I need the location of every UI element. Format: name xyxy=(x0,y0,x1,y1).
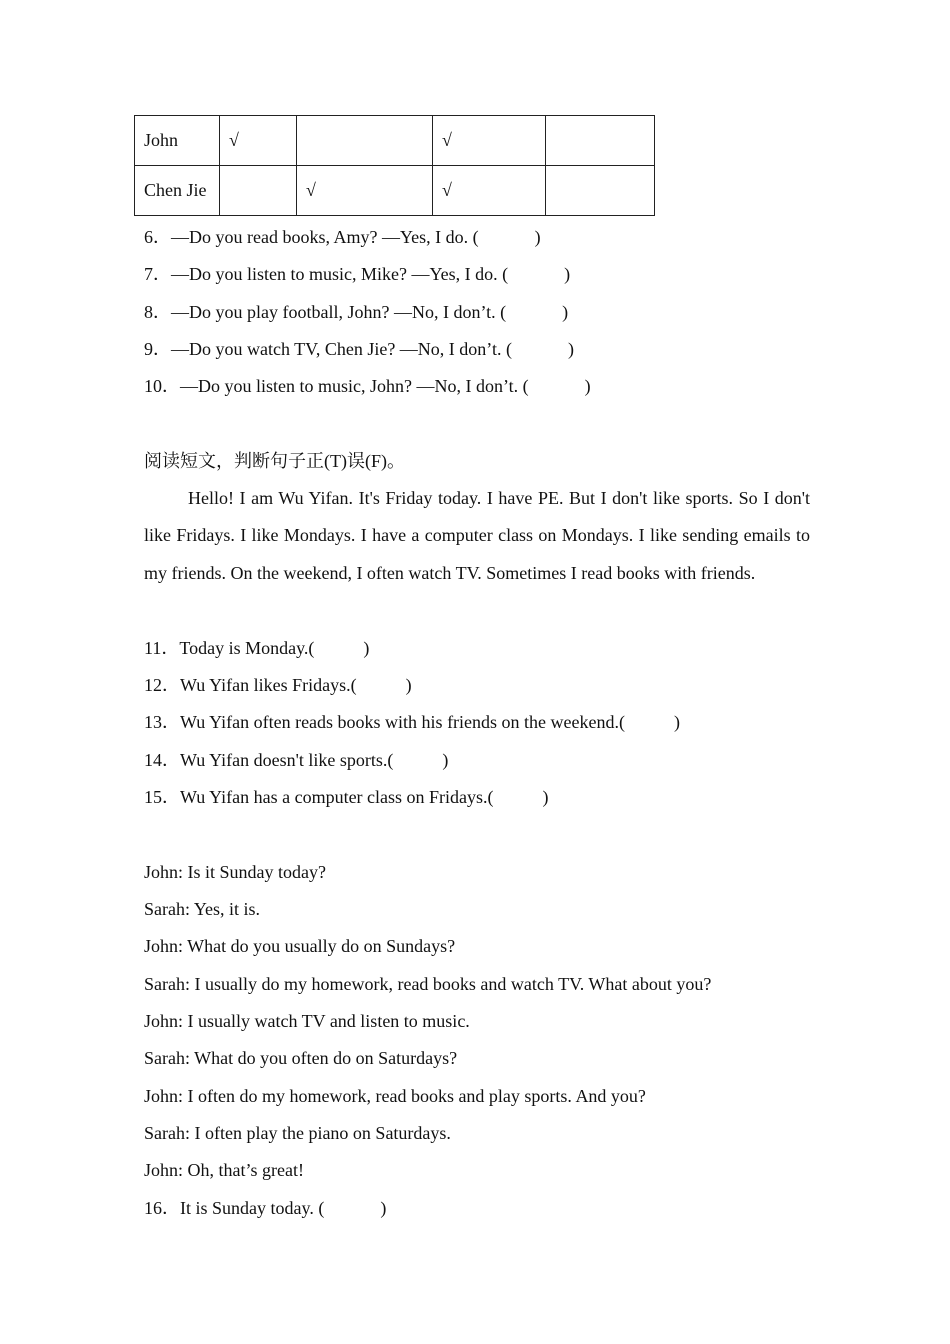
question-number: 15． xyxy=(144,787,180,807)
question-8 xyxy=(144,300,568,324)
table-cell: Chen Jie xyxy=(135,166,220,216)
reading-passage: Hello! I am Wu Yifan. It's Friday today. I have PE. But I don't like sports. So I don't like Fridays. I like Mondays. I have a computer class on Mondays. I like sending emails to my friends. On the weekend, I often watch TV. Sometimes I read books with friends. xyxy=(144,488,810,583)
dialogue-line: Sarah: I often play the piano on Saturdays. xyxy=(144,1123,451,1143)
question-text: —Do you listen to music, John? —No, I don’t. ( xyxy=(180,376,529,396)
table-cell xyxy=(546,116,655,166)
question-text: Wu Yifan has a computer class on Fridays.( xyxy=(180,787,494,807)
question-6 xyxy=(144,225,541,249)
table-cell xyxy=(220,166,297,216)
question-number: 8． xyxy=(144,302,171,322)
answer-close: ) xyxy=(584,376,591,396)
question-number: 13． xyxy=(144,712,180,732)
answer-close: ) xyxy=(567,339,574,359)
question-number: 11． xyxy=(144,638,180,658)
question-12 xyxy=(144,673,412,697)
question-11 xyxy=(144,636,369,660)
question-text: —Do you watch TV, Chen Jie? —No, I don’t. ( xyxy=(171,339,512,359)
table-row xyxy=(135,166,655,216)
answer-close: ) xyxy=(405,675,412,695)
dialogue-line: Sarah: I usually do my homework, read books and watch TV. What about you? xyxy=(144,974,712,994)
dialogue-line: John: Oh, that’s great! xyxy=(144,1160,304,1180)
question-text: —Do you play football, John? —No, I don’t. ( xyxy=(171,302,507,322)
question-14 xyxy=(144,748,448,772)
question-text: —Do you read books, Amy? —Yes, I do. ( xyxy=(171,227,479,247)
table-cell xyxy=(297,116,433,166)
question-10 xyxy=(144,374,591,398)
table-cell: √ xyxy=(433,166,546,216)
question-number: 14． xyxy=(144,750,180,770)
table-cell: √ xyxy=(297,166,433,216)
question-number: 6． xyxy=(144,227,171,247)
answer-close: ) xyxy=(562,302,569,322)
table-row xyxy=(135,116,655,166)
table-cell: John xyxy=(135,116,220,166)
answer-close: ) xyxy=(564,264,571,284)
table-cell: √ xyxy=(433,116,546,166)
question-7 xyxy=(144,262,570,286)
question-text: Wu Yifan often reads books with his friends on the weekend.( xyxy=(180,712,625,732)
dialogue-line: Sarah: What do you often do on Saturdays? xyxy=(144,1048,458,1068)
dialogue-line: John: Is it Sunday today? xyxy=(144,862,326,882)
table-cell: √ xyxy=(220,116,297,166)
answer-close: ) xyxy=(534,227,541,247)
activity-table xyxy=(134,115,655,216)
question-15 xyxy=(144,785,549,809)
question-16 xyxy=(144,1196,386,1220)
question-9 xyxy=(144,337,574,361)
answer-close: ) xyxy=(363,638,370,658)
question-text: —Do you listen to music, Mike? —Yes, I do. ( xyxy=(171,264,509,284)
question-number: 9． xyxy=(144,339,171,359)
question-13 xyxy=(144,710,680,734)
question-number: 7． xyxy=(144,264,171,284)
table-cell xyxy=(546,166,655,216)
question-number: 12． xyxy=(144,675,180,695)
question-number: 16． xyxy=(144,1198,180,1218)
section-instruction: 阅读短文，判断句子正(T)误(F)。 xyxy=(144,451,405,471)
answer-close: ) xyxy=(380,1198,387,1218)
question-text: It is Sunday today. ( xyxy=(180,1198,325,1218)
question-text: Wu Yifan doesn't like sports.( xyxy=(180,750,394,770)
answer-close: ) xyxy=(674,712,680,732)
dialogue-line: John: What do you usually do on Sundays? xyxy=(144,936,456,956)
question-text: Wu Yifan likes Fridays.( xyxy=(180,675,357,695)
question-text: Today is Monday.( xyxy=(179,638,315,658)
answer-close: ) xyxy=(542,787,549,807)
dialogue-line: John: I often do my homework, read books and play sports. And you? xyxy=(144,1086,646,1106)
dialogue-line: Sarah: Yes, it is. xyxy=(144,899,261,919)
answer-close: ) xyxy=(442,750,449,770)
dialogue-line: John: I usually watch TV and listen to music. xyxy=(144,1011,470,1031)
question-number: 10． xyxy=(144,376,180,396)
